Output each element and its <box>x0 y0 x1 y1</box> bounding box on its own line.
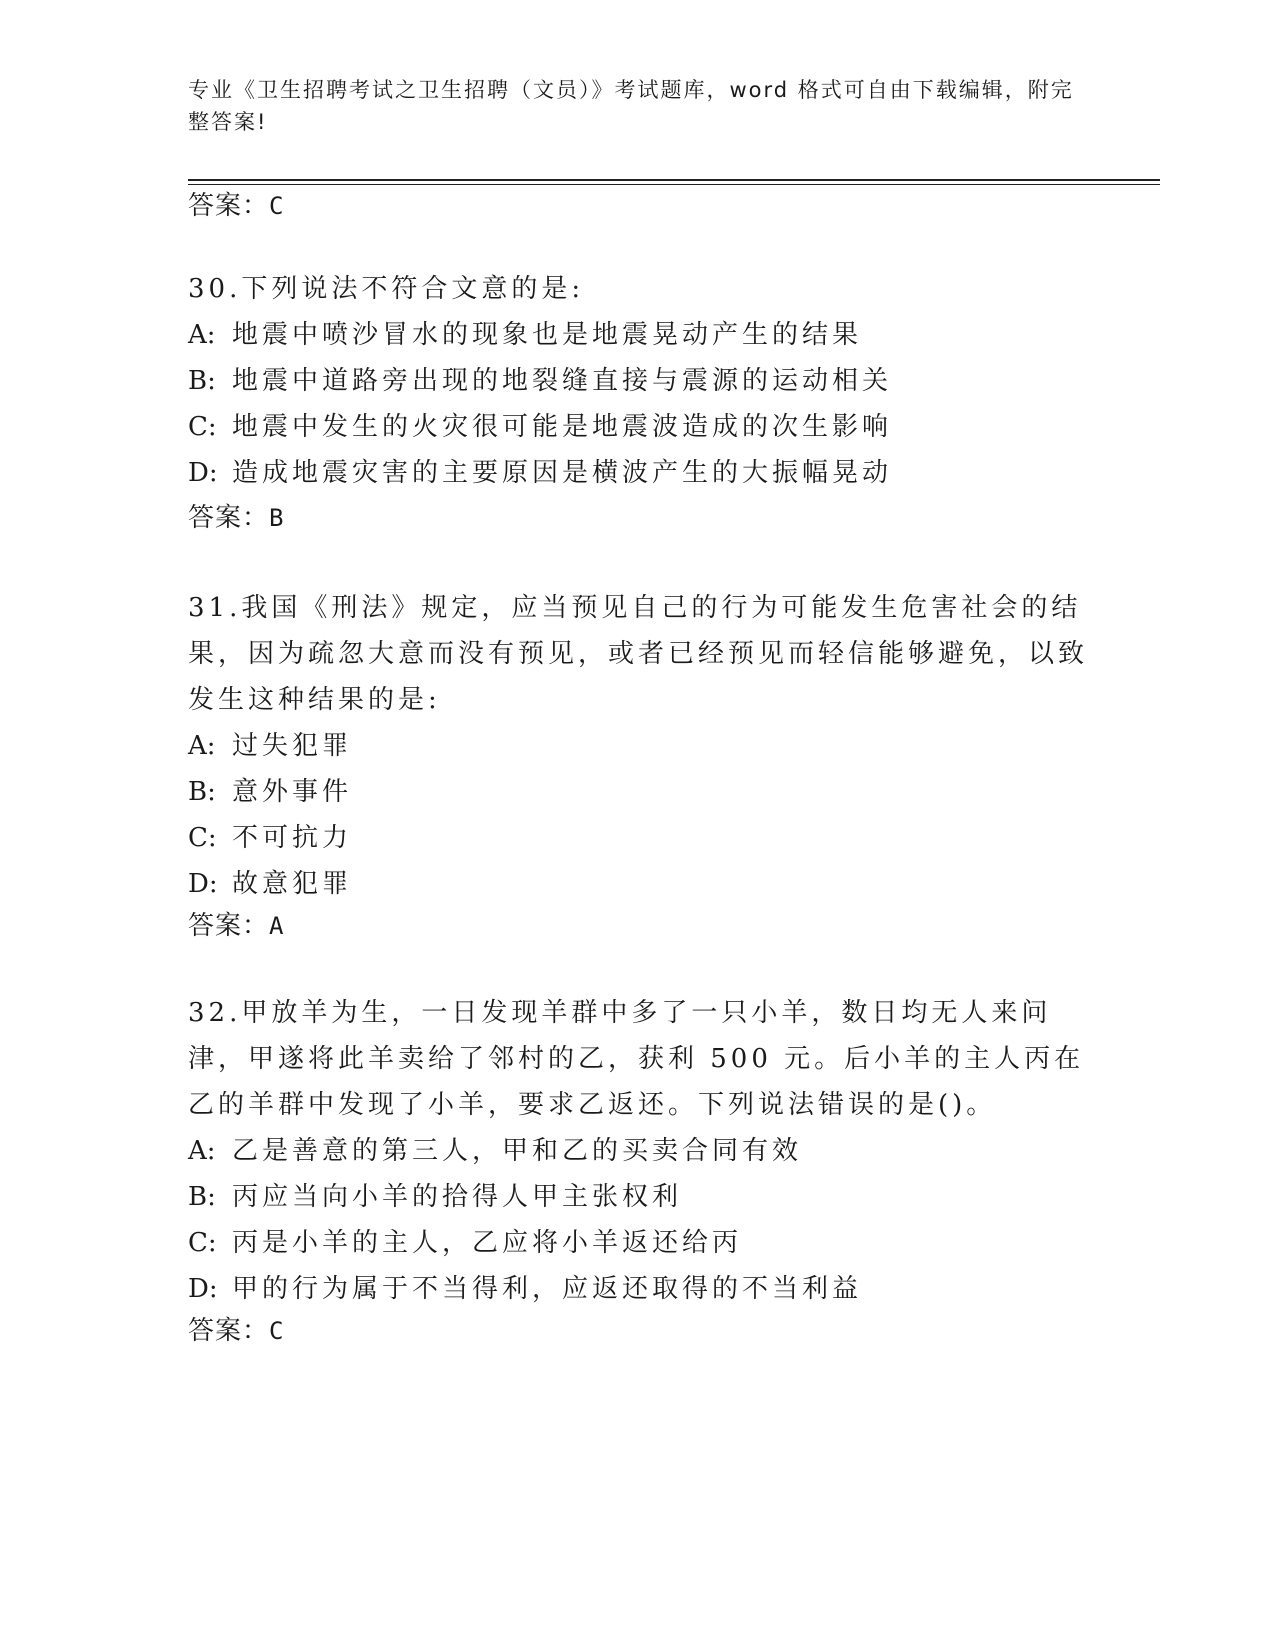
option-letter: A: <box>188 1136 216 1166</box>
option-text: 造成地震灾害的主要原因是横波产生的大振幅晃动 <box>232 458 893 488</box>
option-a <box>188 1128 1088 1174</box>
answer-label: 答案： <box>188 503 270 533</box>
question-31 <box>188 585 1088 907</box>
option-text: 丙应当向小羊的拾得人甲主张权利 <box>232 1182 683 1212</box>
question-stem: 30.下列说法不符合文意的是: <box>188 274 585 304</box>
option-text: 意外事件 <box>232 777 353 807</box>
option-letter: C: <box>188 823 217 853</box>
question-32 <box>188 990 1088 1312</box>
question-stem: 31.我国《刑法》规定，应当预见自己的行为可能发生危害社会的结果，因为疏忽大意而没有预见，或者已经预见而轻信能够避免，以致发生这种结果的是: <box>188 593 1089 715</box>
question-stem: 32.甲放羊为生，一日发现羊群中多了一只小羊，数日均无人来问津，甲遂将此羊卖给了邻村的乙，获利 500 元。后小羊的主人丙在乙的羊群中发现了小羊，要求乙返还。下列说法错误的是()。 <box>188 998 1085 1120</box>
option-b <box>188 358 1088 404</box>
document-header: 专业《卫生招聘考试之卫生招聘（文员）》考试题库，word 格式可自由下载编辑，附完整答案! <box>188 78 1074 134</box>
option-c <box>188 815 1088 861</box>
option-text: 乙是善意的第三人，甲和乙的买卖合同有效 <box>232 1136 803 1166</box>
option-text: 不可抗力 <box>232 823 353 853</box>
option-letter: D: <box>188 458 218 488</box>
option-letter: C: <box>188 412 217 442</box>
header-divider-thin <box>188 184 1160 185</box>
option-d <box>188 861 1088 907</box>
option-c <box>188 404 1088 450</box>
answer-value: A <box>269 912 285 940</box>
option-b <box>188 769 1088 815</box>
answer-value: B <box>269 504 285 532</box>
option-b <box>188 1174 1088 1220</box>
option-letter: B: <box>188 366 216 396</box>
answer-label: 答案： <box>188 1316 270 1346</box>
option-letter: B: <box>188 777 216 807</box>
option-text: 甲的行为属于不当得利，应返还取得的不当利益 <box>232 1274 863 1304</box>
option-letter: B: <box>188 1182 216 1212</box>
option-letter: A: <box>188 731 216 761</box>
option-text: 地震中发生的火灾很可能是地震波造成的次生影响 <box>232 412 893 442</box>
answer-label: 答案： <box>188 191 270 221</box>
option-text: 故意犯罪 <box>232 869 353 899</box>
option-d <box>188 1266 1088 1312</box>
option-c <box>188 1220 1088 1266</box>
option-d <box>188 450 1088 496</box>
option-text: 地震中道路旁出现的地裂缝直接与震源的运动相关 <box>232 366 893 396</box>
option-letter: D: <box>188 869 218 899</box>
option-letter: D: <box>188 1274 218 1304</box>
answer-line <box>188 500 284 536</box>
option-letter: C: <box>188 1228 217 1258</box>
answer-value: C <box>269 1317 285 1345</box>
answer-line <box>188 188 284 224</box>
answer-line <box>188 908 284 944</box>
question-30 <box>188 266 1088 496</box>
option-a <box>188 312 1088 358</box>
answer-label: 答案： <box>188 911 270 941</box>
answer-line <box>188 1313 284 1349</box>
option-text: 丙是小羊的主人，乙应将小羊返还给丙 <box>232 1228 743 1258</box>
option-letter: A: <box>188 320 216 350</box>
option-a <box>188 723 1088 769</box>
option-text: 过失犯罪 <box>232 731 353 761</box>
header-divider-thick <box>188 179 1160 181</box>
answer-value: C <box>269 192 285 220</box>
option-text: 地震中喷沙冒水的现象也是地震晃动产生的结果 <box>232 320 863 350</box>
